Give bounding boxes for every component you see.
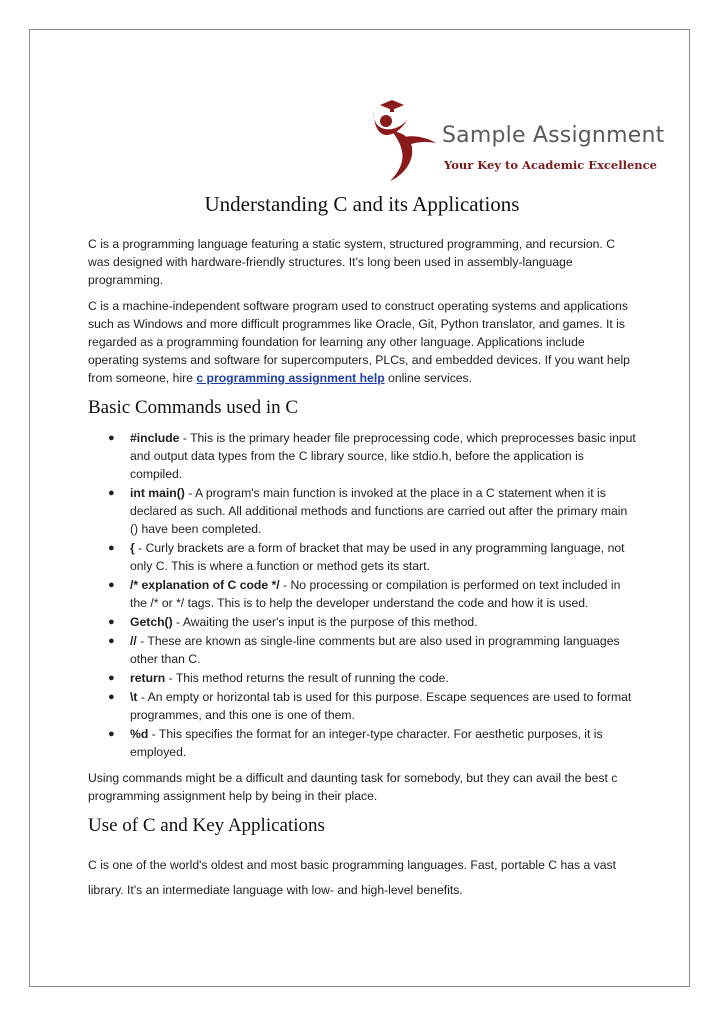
command-term: return bbox=[130, 671, 166, 685]
document-title: Understanding C and its Applications bbox=[204, 192, 520, 216]
section-heading-key-applications: Use of C and Key Applications bbox=[88, 815, 325, 836]
command-description: - This is the primary header file preprocessing code, which preprocesses basic input and output data types from the C library source, like stdio.h, before the application is compiled. bbox=[130, 431, 636, 481]
list-item bbox=[88, 725, 636, 761]
bullet-icon: ● bbox=[108, 672, 115, 684]
commands-list bbox=[88, 429, 636, 761]
command-term: /* explanation of C code */ bbox=[130, 578, 280, 592]
command-description: - No processing or compilation is performed on text included in the /* or */ tags. This is to help the developer understand the code and how it is used. bbox=[130, 578, 621, 610]
command-term: { bbox=[130, 541, 135, 555]
command-term: Getch() bbox=[130, 615, 173, 629]
key-applications-paragraph: C is one of the world's oldest and most basic programming languages. Fast, portable C has a vast library. It's an intermediate language with low- and high-level benefits. bbox=[88, 858, 617, 897]
command-description: - This specifies the format for an integer-type character. For aesthetic purposes, it is employed. bbox=[130, 727, 603, 759]
commands-closing-paragraph: Using commands might be a difficult and daunting task for somebody, but they can avail the best c programming assignment help by being in their place. bbox=[88, 771, 618, 803]
logo-name: Sample Assignment bbox=[442, 123, 665, 148]
paragraph-text: online services. bbox=[384, 371, 473, 385]
section-heading-basic-commands: Basic Commands used in C bbox=[88, 397, 299, 418]
command-term: int main() bbox=[130, 486, 185, 500]
logo bbox=[370, 97, 665, 183]
bullet-icon: ● bbox=[108, 487, 115, 499]
list-item bbox=[88, 632, 636, 668]
command-description: - A program's main function is invoked at the place in a C statement when it is declared as such. All additional methods and functions are carried out after the primary main () have been completed. bbox=[130, 486, 628, 536]
command-description: - This method returns the result of running the code. bbox=[165, 671, 449, 685]
command-term: // bbox=[130, 634, 137, 648]
graduate-figure-icon bbox=[370, 97, 442, 183]
bullet-icon: ● bbox=[108, 542, 115, 554]
paragraph-text: C is a machine-independent software program used to construct operating systems and applications such as Windows and more difficult programmes like Oracle, Git, Python translator, and games. It is regarded as a programming foundation for learning any other language. Applications include operating systems and software for supercomputers, PLCs, and embedded devices. If you want help from someone, hire bbox=[88, 299, 630, 385]
command-term: #include bbox=[130, 431, 180, 445]
command-term: %d bbox=[130, 727, 149, 741]
bullet-icon: ● bbox=[108, 579, 115, 591]
document-content bbox=[88, 190, 636, 911]
command-description: - These are known as single-line comments but are also used in programming languages other than C. bbox=[130, 634, 620, 666]
bullet-icon: ● bbox=[108, 432, 115, 444]
list-item bbox=[88, 669, 636, 687]
command-description: - Curly brackets are a form of bracket that may be used in any programming language, not only C. This is where a function or method gets its start. bbox=[130, 541, 625, 573]
list-item bbox=[88, 429, 636, 483]
list-item bbox=[88, 576, 636, 612]
command-term: \t bbox=[130, 690, 138, 704]
applications-paragraph bbox=[88, 297, 636, 387]
logo-tagline: Your Key to Academic Excellence bbox=[444, 158, 657, 172]
bullet-icon: ● bbox=[108, 728, 115, 740]
list-item bbox=[88, 613, 636, 631]
list-item bbox=[88, 484, 636, 538]
bullet-icon: ● bbox=[108, 635, 115, 647]
list-item bbox=[88, 539, 636, 575]
command-description: - An empty or horizontal tab is used for this purpose. Escape sequences are used to format programmes, and this one is one of them. bbox=[130, 690, 632, 722]
command-description: - Awaiting the user's input is the purpose of this method. bbox=[172, 615, 478, 629]
bullet-icon: ● bbox=[108, 616, 115, 628]
c-programming-help-link[interactable]: c programming assignment help bbox=[196, 371, 385, 385]
bullet-icon: ● bbox=[108, 691, 115, 703]
list-item bbox=[88, 688, 636, 724]
intro-paragraph: C is a programming language featuring a static system, structured programming, and recursion. C was designed with hardware-friendly structures. It's long been used in assembly-language programming. bbox=[88, 237, 616, 287]
